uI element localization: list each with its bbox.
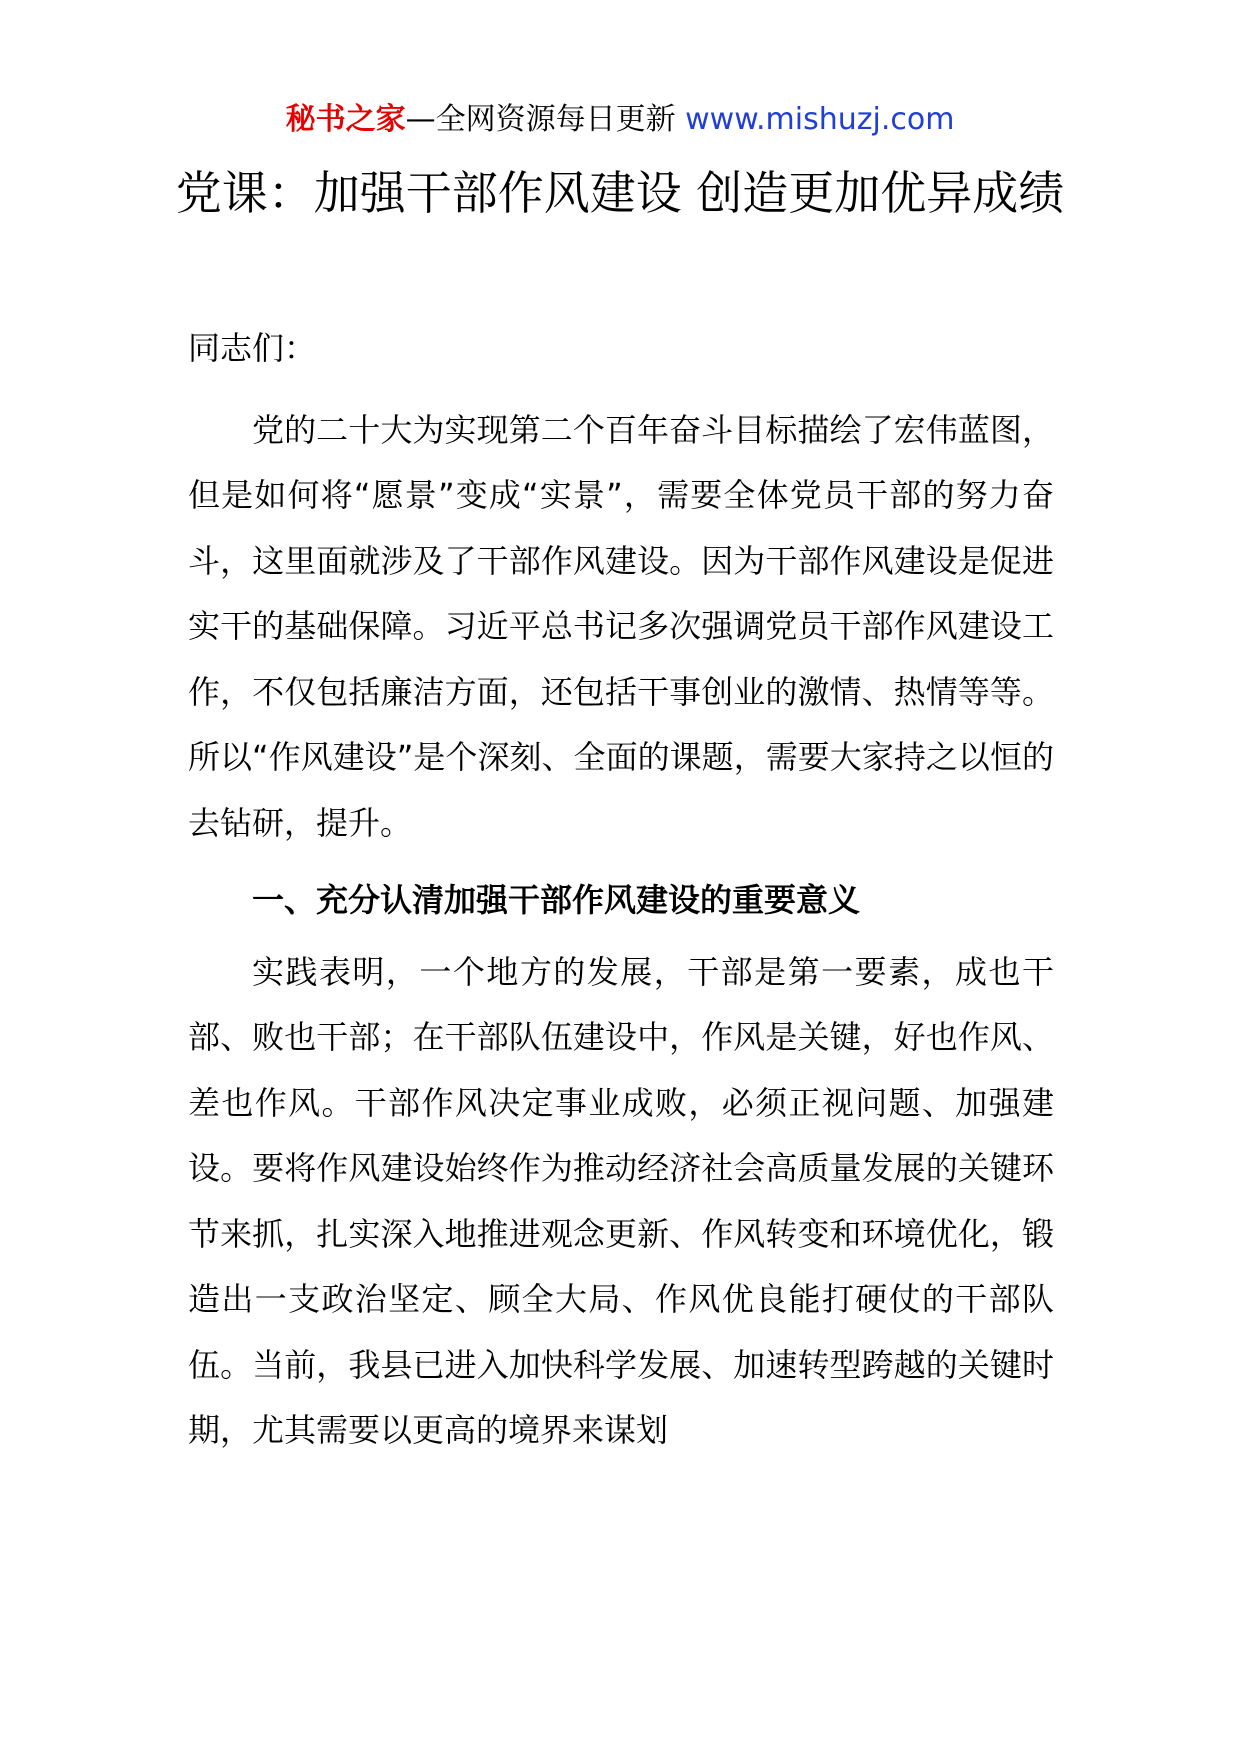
intro-paragraph: 党的二十大为实现第二个百年奋斗目标描绘了宏伟蓝图，但是如何将“愿景”变成“实景”，需要全体党员干部的努力奋斗，这里面就涉及了干部作风建设。因为干部作风建设是促进实干的基础保障。习近平总书记多次强调党员干部作风建设工作，不仅包括廉洁方面，还包括干事创业的激情、热情等等。所以“作风建设”是个深刻、全面的课题，需要大家持之以恒的去钻研，提升。: [188, 410, 1054, 842]
document-body: [188, 316, 1054, 1464]
section-heading: 一、充分认清加强干部作风建设的重要意义: [252, 881, 861, 919]
site-url-link[interactable]: www.mishuzj.com: [685, 102, 955, 137]
brand-name: 秘书之家: [285, 102, 406, 137]
document-title: 党课：加强干部作风建设 创造更加优异成绩: [175, 166, 1065, 220]
section-paragraph: 实践表明，一个地方的发展，干部是第一要素，成也干部、败也干部；在干部队伍建设中，作风是关键，好也作风、差也作风。干部作风决定事业成败，必须正视问题、加强建设。要将作风建设始终作为推动经济社会高质量发展的关键环节来抓，扎实深入地推进观念更新、作风转变和环境优化，锻造出一支政治坚定、顾全大局、作风优良能打硬仗的干部队伍。当前，我县已进入加快科学发展、加速转型跨越的关键时期，尤其需要以更高的境界来谋划: [188, 952, 1054, 1449]
header-banner: [0, 98, 1240, 142]
header-tagline: —全网资源每日更新: [405, 102, 686, 137]
salutation: 同志们：: [188, 329, 317, 367]
